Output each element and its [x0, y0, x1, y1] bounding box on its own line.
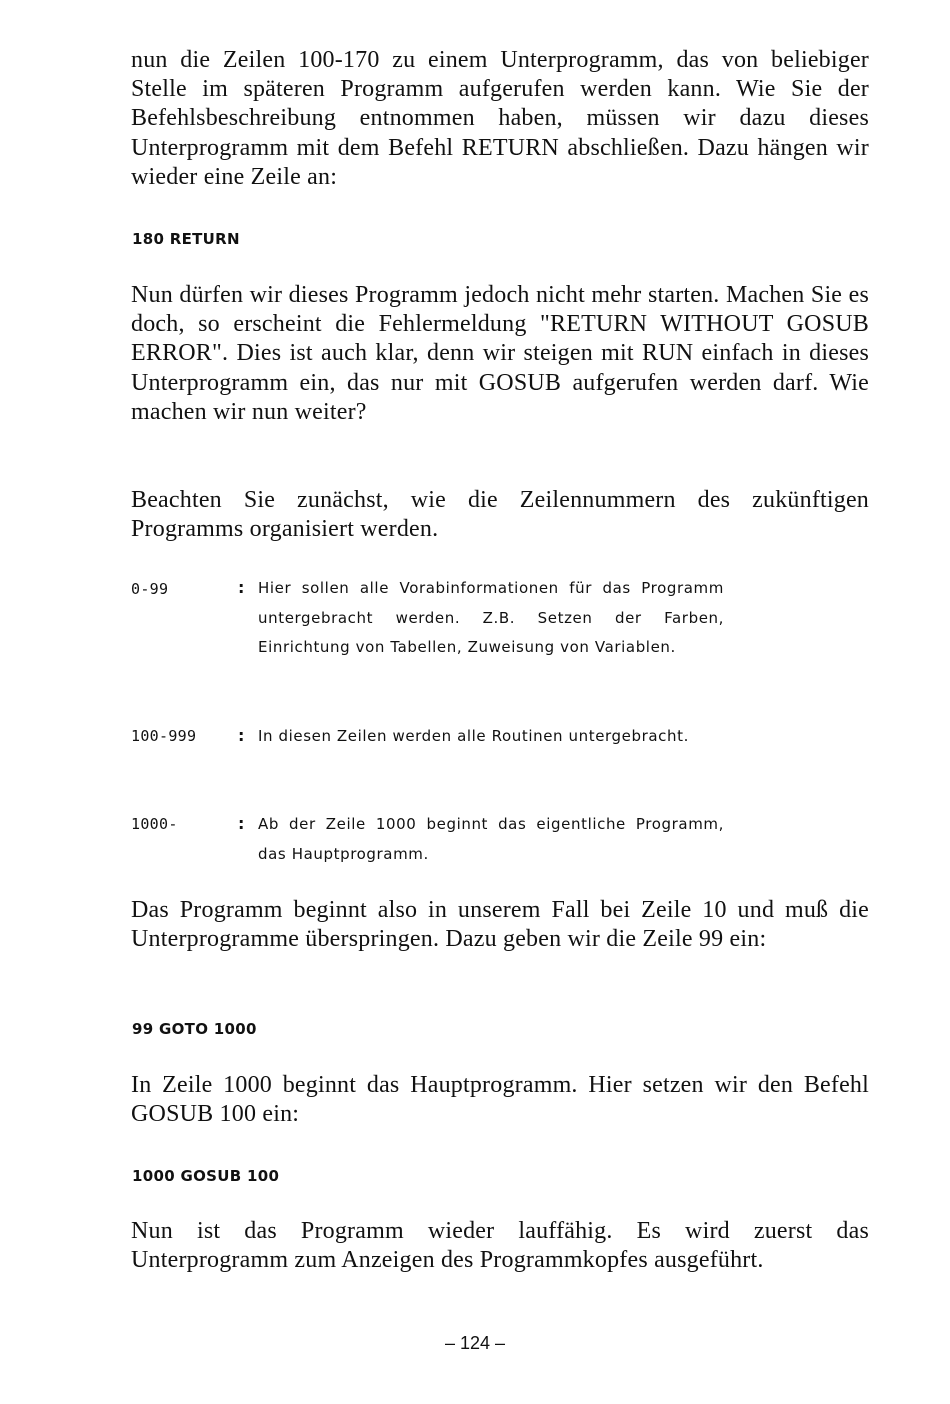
range-number: 0-99 — [131, 580, 169, 598]
range-description: Hier sollen alle Vorabinformationen für das Programm untergebracht werden. Z.B. Setzen der Farben, Einrichtung von Tabellen, Zuweisung von Variablen. — [258, 579, 724, 656]
code-line-goto: 99 GOTO 1000 — [132, 1020, 257, 1038]
paragraph-error: Nun dürfen wir dieses Programm jedoch nicht mehr starten. Machen Sie es doch, so erscheint die Fehlermeldung "RETURN WITHOUT GOSUB ERROR". Dies ist auch klar, denn wir steigen mit RUN einfach in dieses Unterprogramm ein, das nur mit GOSUB aufgerufen werden darf. Wie machen wir nun weiter? — [131, 282, 869, 425]
code-line-return: 180 RETURN — [132, 230, 240, 248]
range-colon: : — [238, 814, 245, 833]
page-number: – 124 – — [444, 1333, 506, 1353]
paragraph-program-start: Das Programm beginnt also in unserem Fall bei Zeile 10 und muß die Unterprogramme überspringen. Dazu geben wir die Zeile 99 ein: — [131, 897, 869, 953]
code-line-gosub: 1000 GOSUB 100 — [132, 1167, 280, 1185]
range-description: In diesen Zeilen werden alle Routinen untergebracht. — [258, 727, 689, 745]
paragraph-line-numbers: Beachten Sie zunächst, wie die Zeilennummern des zukünftigen Programms organisiert werden. — [131, 487, 869, 543]
paragraph-main-program: In Zeile 1000 beginnt das Hauptprogramm. Hier setzen wir den Befehl GOSUB 100 ein: — [131, 1072, 869, 1128]
range-number: 1000- — [131, 815, 178, 833]
paragraph-intro: nun die Zeilen 100-170 zu einem Unterprogramm, das von beliebiger Stelle im späteren Programm aufgerufen werden kann. Wie Sie der Befehlsbeschreibung entnommen haben, müssen wir dazu dieses Unterprogramm mit dem Befehl RETURN abschließen. Dazu hängen wir wieder eine Zeile an: — [131, 47, 869, 190]
range-colon: : — [238, 726, 245, 745]
range-description: Ab der Zeile 1000 beginnt das eigentliche Programm, das Hauptprogramm. — [258, 815, 724, 863]
paragraph-runnable: Nun ist das Programm wieder lauffähig. Es wird zuerst das Unterprogramm zum Anzeigen des Programmkopfes ausgeführt. — [131, 1218, 869, 1274]
range-number: 100-999 — [131, 727, 197, 745]
range-colon: : — [238, 578, 245, 597]
